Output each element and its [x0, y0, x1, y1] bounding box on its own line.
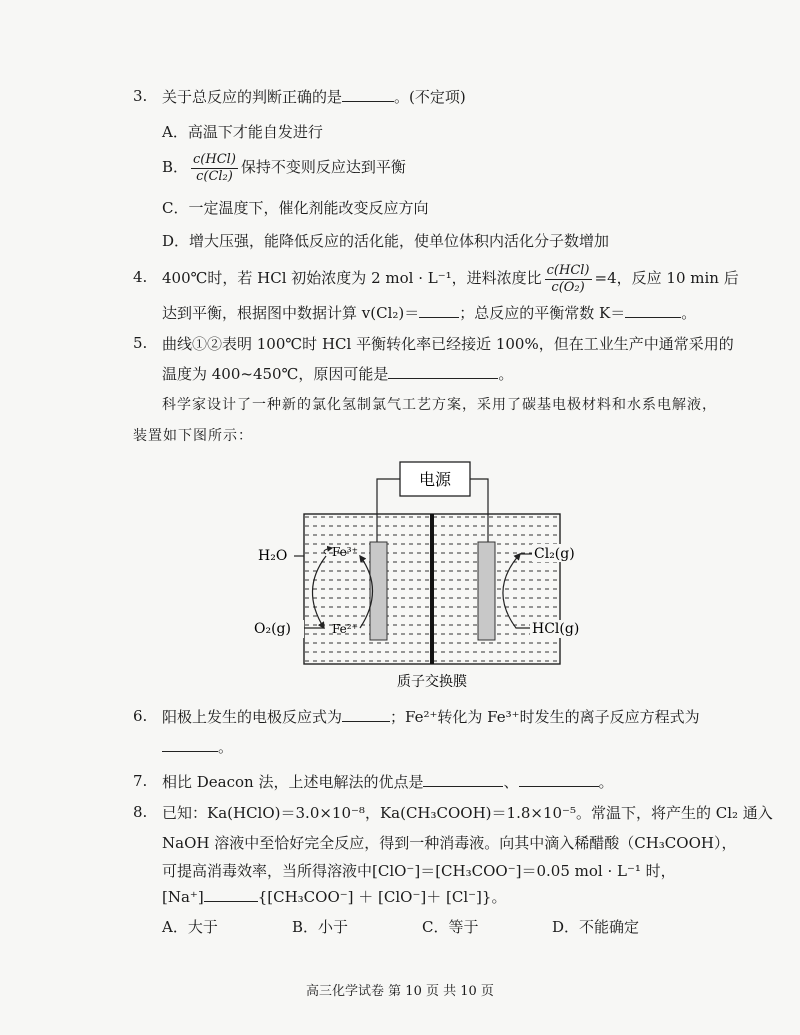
q3-number: 3. — [133, 87, 148, 105]
power-supply-label: 电源 — [418, 470, 452, 489]
q7-blank-1 — [423, 772, 503, 787]
q4-frac-den: c(O₂) — [551, 279, 585, 295]
intro-line2: 装置如下图所示： — [133, 428, 253, 444]
h2o-label: H₂O — [258, 548, 288, 564]
q4-line2-b: ；总反应的平衡常数 K＝ — [459, 304, 626, 322]
page-footer: 高三化学试卷 第 10 页 共 10 页 — [306, 984, 494, 999]
q6-line1-a: 阳极上发生的电极反应式为 — [162, 708, 343, 726]
cl2-label: Cl₂(g) — [534, 546, 575, 562]
q7-number: 7. — [133, 772, 148, 790]
q6-line2-end: 。 — [218, 738, 234, 756]
q5-line1: 曲线①②表明 100℃时 HCl 平衡转化率已经接近 100%，但在工业生产中通常采用的 — [162, 335, 734, 353]
q3-option-b-suffix: 保持不变则反应达到平衡 — [240, 158, 406, 176]
q7-line — [162, 772, 614, 792]
q4-k-blank — [625, 303, 681, 318]
q5-line2-end: 。 — [498, 365, 514, 383]
q4-line2-a: 达到平衡，根据图中数据计算 v(Cl₂)＝ — [162, 304, 420, 322]
q4-frac-num: c(HCl) — [546, 262, 590, 278]
q6-number: 6. — [133, 707, 148, 725]
q3-stem-text: 关于总反应的判断正确的是 — [162, 88, 343, 106]
q6-equation-blank — [162, 737, 218, 752]
q3-option-b-fraction — [191, 152, 238, 185]
membrane-label: 质子交换膜 — [397, 674, 467, 690]
q6-electrode-blank — [342, 707, 390, 722]
q8-line4-a: [Na⁺] — [162, 888, 204, 906]
q8-option-d: D．不能确定 — [552, 918, 640, 936]
q5-line2 — [162, 364, 513, 384]
q6-line2 — [162, 737, 233, 757]
q8-option-a: A．大于 — [162, 918, 218, 936]
q5-answer-blank — [388, 364, 498, 379]
q8-number: 8. — [133, 803, 148, 821]
q7-sep: 、 — [503, 773, 519, 791]
q4-line2 — [162, 303, 696, 323]
q4-line1-b: =4，反应 10 min 后 — [594, 269, 739, 287]
q3-frac-den: c(Cl₂) — [196, 168, 233, 184]
q8-line4-b: {[CH₃COO⁻] ＋ [ClO⁻]＋ [Cl⁻]}。 — [257, 888, 507, 906]
q3-option-b-prefix: B． — [162, 158, 189, 176]
electrolysis-diagram — [240, 450, 600, 695]
q6-line1 — [162, 707, 700, 727]
intro-line1: 科学家设计了一种新的氯化氢制氯气工艺方案，采用了碳基电极材料和水系电解液， — [162, 397, 717, 413]
q7-end: 。 — [598, 773, 614, 791]
q3-option-d: D．增大压强，能降低反应的活化能，使单位体积内活化分子数增加 — [162, 232, 610, 250]
q3-frac-num: c(HCl) — [193, 151, 236, 167]
q3-tail: 。(不定项) — [394, 88, 466, 106]
fe2-label: Fe²⁺ — [332, 622, 358, 636]
q4-rate-blank — [419, 303, 459, 318]
q8-option-c: C．等于 — [422, 918, 479, 936]
q7-text: 相比 Deacon 法，上述电解法的优点是 — [162, 773, 424, 791]
q4-line1 — [162, 256, 739, 300]
hcl-label: HCl(g) — [532, 621, 580, 637]
fe3-label: Fe³⁺ — [332, 545, 358, 559]
q8-line2: NaOH 溶液中至恰好完全反应，得到一种消毒液。向其中滴入稀醋酸（CH₃COOH）， — [162, 834, 737, 852]
q6-line1-b: ；Fe²⁺转化为 Fe³⁺时发生的离子反应方程式为 — [390, 708, 700, 726]
q3-option-a: A．高温下才能自发进行 — [162, 123, 323, 141]
q8-line1: 已知：Ka(HClO)＝3.0×10⁻⁸，Ka(CH₃COOH)＝1.8×10⁻⁵。常温下，将产生的 Cl₂ 通入 — [162, 804, 773, 822]
q3-answer-blank — [342, 87, 394, 102]
q4-fraction — [545, 263, 592, 296]
q4-number: 4. — [133, 268, 148, 286]
q4-line1-a: 400℃时，若 HCl 初始浓度为 2 mol · L⁻¹，进料浓度比 — [162, 269, 542, 287]
q8-answer-blank — [204, 887, 258, 902]
electrode-right — [478, 542, 495, 640]
q4-line2-c: 。 — [681, 304, 697, 322]
q5-line2-text: 温度为 400~450℃，原因可能是 — [162, 365, 389, 383]
q5-number: 5. — [133, 334, 148, 352]
q8-line4 — [162, 887, 506, 907]
q8-option-b: B．小于 — [292, 918, 349, 936]
o2-label: O₂(g) — [254, 621, 291, 637]
q3-option-c: C．一定温度下，催化剂能改变反应方向 — [162, 199, 429, 217]
q7-blank-2 — [519, 772, 599, 787]
q3-stem — [162, 87, 466, 107]
q8-line3: 可提高消毒效率，当所得溶液中[ClO⁻]＝[CH₃COO⁻]＝0.05 mol · L⁻¹ 时， — [162, 862, 676, 880]
q3-option-b — [162, 150, 406, 185]
